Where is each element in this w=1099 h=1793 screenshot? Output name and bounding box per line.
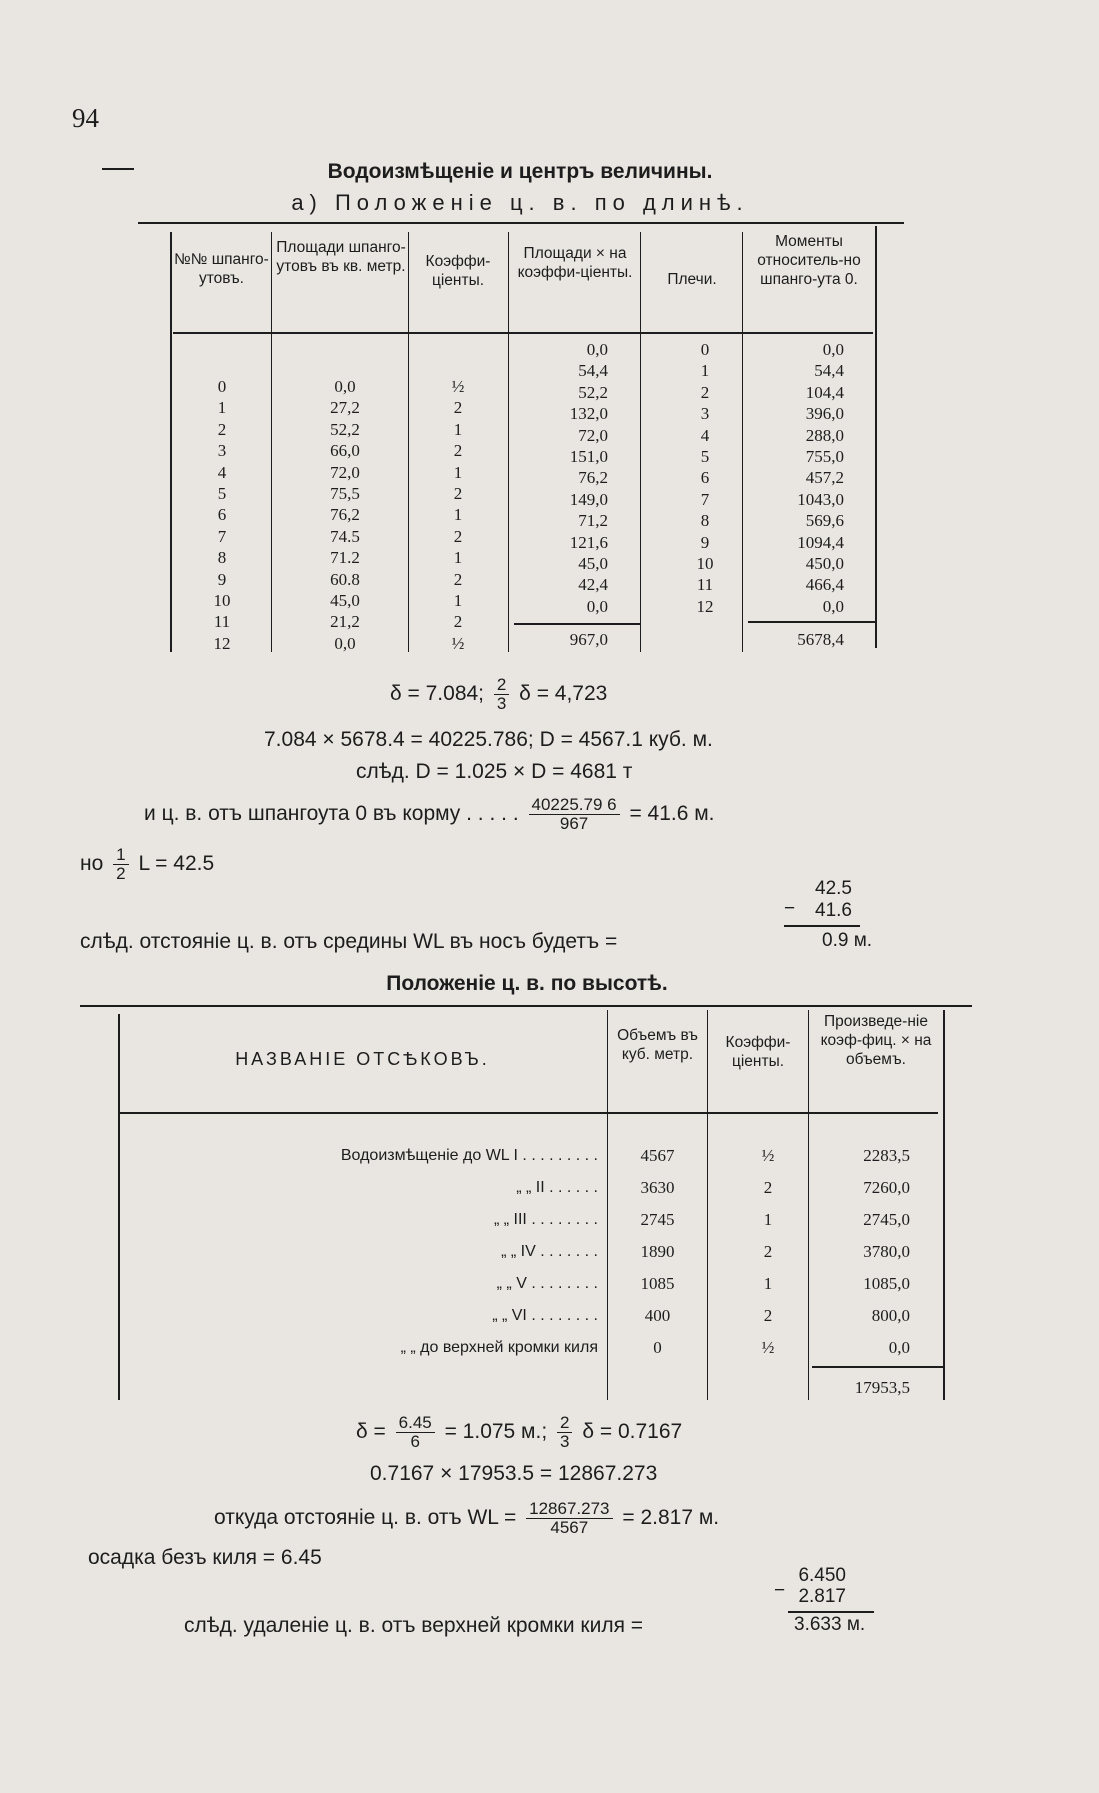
table-cell: 3 — [217, 441, 227, 461]
calc1-line4 — [144, 790, 715, 838]
table-cell: 54,4 — [578, 361, 608, 381]
table-cell: 0 — [217, 377, 227, 396]
table-cell: 45,0 — [330, 590, 360, 610]
table-cell: 1 — [763, 1274, 773, 1293]
table-cell: 1085,0 — [863, 1274, 910, 1293]
header-moment: Моменты относитель-но шпанго-ута 0. — [757, 233, 861, 288]
header-product2: Произведе-ніе коэф-фиц. × на объемъ. — [820, 1013, 932, 1068]
header-frame: №№ шпанго-утовъ. — [174, 251, 269, 287]
table-cell: 9 — [700, 532, 710, 552]
table-cell: 400 — [644, 1306, 671, 1325]
formula-part: = 1.075 м.; — [444, 1420, 548, 1443]
calc2-line4: осадка безъ киля = 6.45 — [88, 1546, 322, 1569]
table-cell: 1 — [453, 462, 463, 482]
moment-total: 5678,4 — [797, 630, 844, 649]
table-cell: 132,0 — [569, 404, 608, 424]
table-cell: 1 — [453, 590, 463, 610]
table-cell: ½ — [761, 1146, 775, 1165]
table-cell: 1 — [217, 398, 227, 418]
subtitle-a: а) Положеніе ц. в. по длинѣ. — [291, 190, 749, 215]
table-cell: 1 — [453, 548, 463, 568]
table-cell: 2283,5 — [863, 1146, 910, 1165]
table-cell: 72,0 — [578, 425, 608, 445]
table-cell: 7 — [700, 489, 710, 509]
product-total: 967,0 — [569, 630, 608, 649]
table-cell: ½ — [451, 377, 465, 396]
table-cell: 121,6 — [569, 532, 608, 552]
fraction-denominator: 2 — [116, 863, 126, 883]
table-cell: 76,2 — [330, 505, 360, 525]
minus-sign: − — [784, 898, 796, 919]
table-cell: 3630 — [640, 1178, 675, 1197]
formula-part: δ = 4,723 — [519, 682, 608, 705]
section-title-2: Положеніе ц. в. по высотѣ. — [386, 972, 668, 995]
fraction-numerator: 40225.79 6 — [529, 796, 620, 815]
table-cell: 6 — [217, 505, 227, 525]
table-cell: 4 — [217, 462, 227, 482]
page-number: 94 — [72, 103, 99, 133]
subtraction-d: 2.817 — [798, 1586, 846, 1607]
header-compartment: НАЗВАНІЕ ОТСѢКОВЪ. — [235, 1049, 490, 1069]
table-cell: 1 — [763, 1210, 773, 1229]
table-cell: „ „ III . . . . . . . . — [493, 1211, 598, 1228]
products-column — [510, 339, 608, 617]
table-cell: 76,2 — [578, 468, 608, 488]
table-cell: 21,2 — [330, 612, 360, 632]
table-cell: 0,0 — [334, 377, 356, 396]
table-cell: 2 — [700, 382, 710, 402]
fraction-numerator: 2 — [494, 676, 509, 695]
table-cell: 3 — [700, 404, 710, 424]
table-cell: 149,0 — [569, 489, 608, 509]
table-cell: ½ — [761, 1338, 775, 1357]
table-cell: 45,0 — [578, 553, 608, 573]
table-cell: 54,4 — [814, 361, 844, 381]
header-area: Площади шпанго-утовъ въ кв. метр. — [276, 239, 406, 275]
table-cell: 1043,0 — [797, 489, 844, 509]
table-cell: 74.5 — [330, 526, 360, 546]
table-cell: 52,2 — [330, 419, 360, 439]
subtraction-b: 41.6 — [815, 900, 852, 921]
header-coef: Коэффи-ціенты. — [425, 253, 491, 289]
table-cell: „ „ II . . . . . . — [516, 1179, 598, 1196]
table-cell: 4 — [700, 425, 710, 445]
table-cell: 0 — [653, 1338, 662, 1357]
table-cell: 104,4 — [805, 382, 844, 402]
table-cell: 569,6 — [805, 511, 844, 531]
table-cell: 396,0 — [805, 404, 844, 424]
calc2-line2: 0.7167 × 17953.5 = 12867.273 — [370, 1462, 658, 1485]
table-cell: „ „ VI . . . . . . . . — [492, 1307, 598, 1324]
header-volume: Объемъ въ куб. метр. — [617, 1027, 698, 1063]
table-cell: 1 — [453, 419, 463, 439]
table-cell: 0,0 — [334, 633, 356, 653]
table-cell: 2 — [453, 398, 463, 418]
table-cell: 1085 — [640, 1274, 675, 1293]
arms-column — [655, 339, 755, 617]
formula-result: = 41.6 м. — [629, 802, 715, 825]
table-cell: 0 — [700, 340, 710, 359]
table-cell: 2 — [453, 526, 463, 546]
table-cell: 72,0 — [330, 462, 360, 482]
table-cell: 11 — [213, 612, 231, 632]
table-cell: 12 — [213, 633, 231, 653]
table-cell: 60.8 — [330, 569, 360, 589]
table-cell: 7 — [217, 526, 227, 546]
table-cell: 450,0 — [805, 553, 844, 573]
table-cell: 0,0 — [822, 596, 844, 616]
table-cell: 8 — [700, 511, 710, 531]
calc1-line3: слѣд. D = 1.025 × D = 4681 т — [356, 760, 633, 783]
table-cell: 12 — [696, 596, 714, 616]
table-cell: 9 — [217, 569, 227, 589]
fraction-denominator: 3 — [496, 693, 507, 713]
table-cell: „ „ до верхней кромки киля — [400, 1339, 598, 1356]
table-cell: 0,0 — [586, 596, 608, 616]
calc1-line6: слѣд. отстояніе ц. в. отъ средины WL въ носъ будетъ = — [80, 930, 618, 953]
table-cell: 71.2 — [330, 548, 360, 568]
table-cell: 2745 — [640, 1210, 675, 1229]
product2-total: 17953,5 — [854, 1378, 910, 1397]
volume-column — [610, 1140, 705, 1364]
table-cell: 2 — [453, 612, 463, 632]
table-cell: 457,2 — [805, 468, 844, 488]
fraction-denominator: 4567 — [550, 1517, 589, 1537]
formula-text: откуда отстояніе ц. в. отъ WL = — [214, 1506, 517, 1529]
table-cell: „ „ V . . . . . . . . — [496, 1275, 598, 1292]
table-cell: 2 — [763, 1178, 773, 1197]
fraction-numerator: 12867.273 — [526, 1500, 612, 1519]
calc2-line1 — [356, 1406, 682, 1458]
table-cell: 6 — [700, 468, 710, 488]
table-cell: 10 — [696, 553, 714, 573]
coefs-column — [410, 376, 506, 654]
formula-result: = 2.817 м. — [622, 1506, 720, 1529]
calc1-line2: 7.084 × 5678.4 = 40225.786; D = 4567.1 куб. м. — [264, 728, 713, 751]
table-cell: 7260,0 — [863, 1178, 910, 1197]
fraction-numerator: 1 — [113, 846, 128, 865]
header-arm: Плечи. — [667, 271, 717, 288]
table-cell: ½ — [451, 633, 465, 653]
coef2-column — [720, 1140, 816, 1364]
table-cell: 0,0 — [586, 340, 608, 359]
calc2-result: 3.633 м. — [794, 1614, 866, 1635]
formula-part: δ = 7.084; — [390, 682, 485, 705]
table-cell: 2 — [453, 441, 463, 461]
minus-sign-2: − — [774, 1580, 786, 1601]
table-cell: 5 — [217, 483, 227, 503]
table-cell: 288,0 — [805, 425, 844, 445]
calc1-result: 0.9 м. — [822, 930, 873, 951]
fraction-numerator: 2 — [557, 1414, 572, 1433]
formula-part: L = 42.5 — [138, 852, 215, 875]
compartment-names — [120, 1140, 598, 1364]
fraction-denominator: 3 — [560, 1431, 570, 1451]
table-cell: 5 — [700, 446, 710, 466]
formula-text: и ц. в. отъ шпангоута 0 въ корму . . . . . — [144, 802, 519, 825]
formula-part: δ = 0.7167 — [582, 1420, 683, 1443]
table-cell: 151,0 — [569, 446, 608, 466]
table-cell: 2 — [217, 419, 227, 439]
table-cell: 2 — [763, 1306, 773, 1325]
areas-column — [290, 376, 400, 654]
table-cell: 755,0 — [805, 446, 844, 466]
table-cell: 1890 — [640, 1242, 675, 1261]
calc1-line1 — [390, 670, 607, 718]
table-cell: 0,0 — [888, 1338, 910, 1357]
table-cell: 2 — [763, 1242, 773, 1261]
table-cell: 800,0 — [871, 1306, 910, 1325]
table-cell: „ „ IV . . . . . . . — [501, 1243, 598, 1260]
table-cell: 3780,0 — [863, 1242, 910, 1261]
table-cell: 4567 — [640, 1146, 675, 1165]
table-cell: 2 — [453, 483, 463, 503]
header-product: Площади × на коэффи-ціенты. — [517, 245, 633, 281]
table-cell: 52,2 — [578, 382, 608, 402]
calc2-line5: слѣд. удаленіе ц. в. отъ верхней кромки киля = — [184, 1614, 644, 1637]
calc2-line3 — [214, 1492, 719, 1544]
fraction-denominator: 967 — [559, 813, 589, 833]
product2-column — [812, 1140, 910, 1364]
table-cell: 42,4 — [578, 575, 608, 595]
fraction-denominator: 6 — [410, 1431, 420, 1451]
table-cell: 1094,4 — [797, 532, 844, 552]
table-cell: 2745,0 — [863, 1210, 910, 1229]
table-cell: 66,0 — [330, 441, 360, 461]
calc1-line5 — [80, 840, 214, 888]
subtraction-a: 42.5 — [815, 878, 852, 899]
table-cell: Водоизмѣщеніе до WL I . . . . . . . . . — [340, 1147, 598, 1164]
table-cell: 1 — [700, 361, 710, 381]
table-cell: 27,2 — [330, 398, 360, 418]
frames-column — [175, 376, 269, 654]
moments-column — [746, 339, 844, 617]
table-cell: 8 — [217, 548, 227, 568]
table-cell: 75,5 — [330, 483, 360, 503]
formula-part: δ = — [356, 1420, 386, 1443]
section-title: Водоизмѣщеніе и центръ величины. — [327, 160, 713, 183]
table-cell: 466,4 — [805, 575, 844, 595]
table-cell: 2 — [453, 569, 463, 589]
table-cell: 0,0 — [822, 340, 844, 359]
fraction-numerator: 6.45 — [396, 1414, 435, 1433]
formula-part: но — [80, 852, 104, 875]
subtraction-c: 6.450 — [798, 1565, 846, 1586]
table-cell: 10 — [213, 590, 231, 610]
table-cell: 71,2 — [578, 511, 608, 531]
table-cell: 1 — [453, 505, 463, 525]
header-coef2: Коэффи-ціенты. — [725, 1034, 791, 1070]
table-cell: 11 — [696, 575, 714, 595]
